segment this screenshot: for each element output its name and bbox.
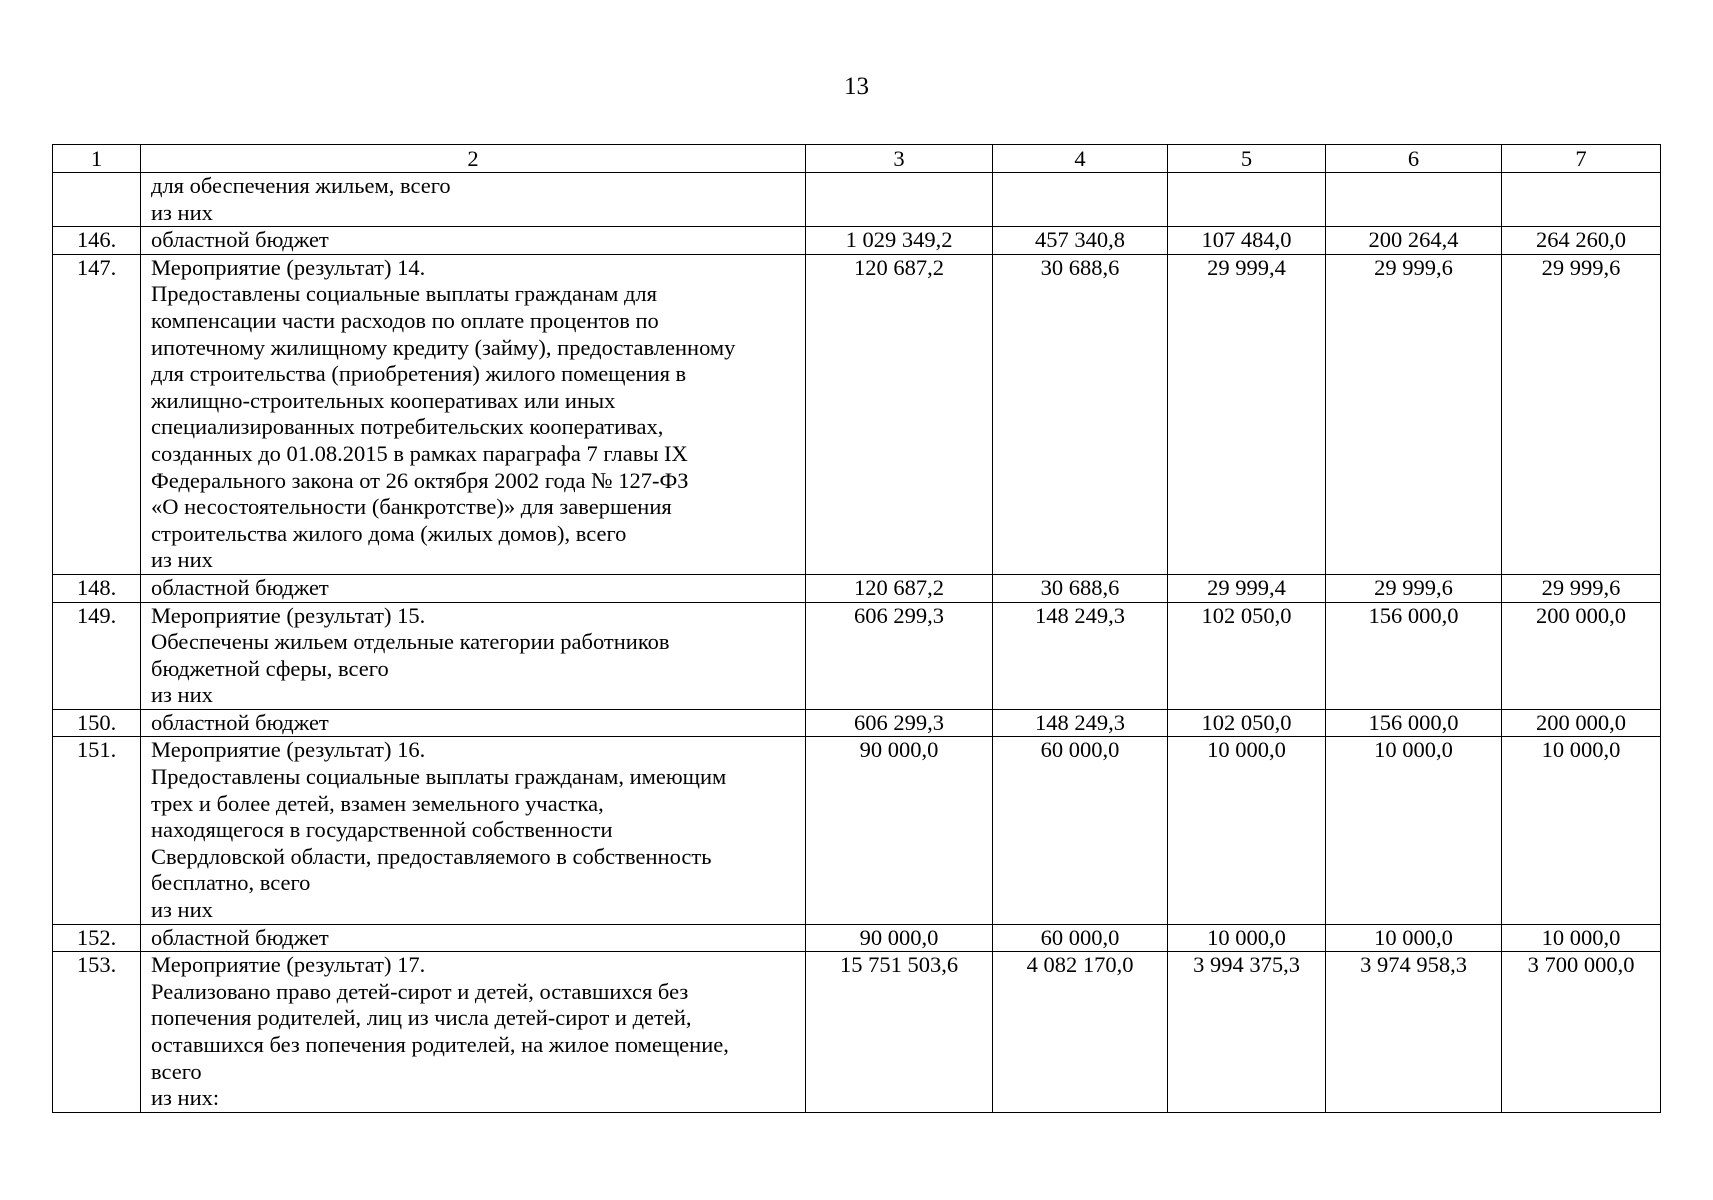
row-number — [53, 173, 141, 227]
row-number: 152. — [53, 924, 141, 952]
row-description: Мероприятие (результат) 15. Обеспечены жильем отдельные категории работников бюджетной сферы, всего из них — [141, 602, 806, 709]
row-description: областной бюджет — [141, 924, 806, 952]
row-description: областной бюджет — [141, 227, 806, 255]
column-header: 2 — [141, 145, 806, 173]
column-header: 7 — [1502, 145, 1661, 173]
amount-cell: 200 000,0 — [1502, 709, 1661, 737]
amount-cell: 90 000,0 — [806, 924, 993, 952]
amount-cell: 60 000,0 — [993, 737, 1168, 924]
amount-cell: 3 994 375,3 — [1168, 952, 1326, 1113]
row-description: областной бюджет — [141, 574, 806, 602]
amount-cell: 29 999,6 — [1326, 574, 1502, 602]
table-row — [53, 227, 1661, 255]
amount-cell: 30 688,6 — [993, 574, 1168, 602]
amount-cell: 156 000,0 — [1326, 602, 1502, 709]
table-row — [53, 709, 1661, 737]
page-number: 13 — [844, 73, 869, 100]
table-row — [53, 254, 1661, 574]
amount-cell: 29 999,6 — [1326, 254, 1502, 574]
amount-cell: 10 000,0 — [1502, 737, 1661, 924]
amount-cell: 3 700 000,0 — [1502, 952, 1661, 1113]
table-row — [53, 602, 1661, 709]
amount-cell — [806, 173, 993, 227]
amount-cell: 60 000,0 — [993, 924, 1168, 952]
amount-cell: 10 000,0 — [1326, 924, 1502, 952]
row-number: 153. — [53, 952, 141, 1113]
amount-cell: 10 000,0 — [1168, 737, 1326, 924]
amount-cell: 3 974 958,3 — [1326, 952, 1502, 1113]
amount-cell: 10 000,0 — [1502, 924, 1661, 952]
table-row — [53, 952, 1661, 1113]
amount-cell: 90 000,0 — [806, 737, 993, 924]
amount-cell: 156 000,0 — [1326, 709, 1502, 737]
amount-cell: 606 299,3 — [806, 602, 993, 709]
amount-cell: 264 260,0 — [1502, 227, 1661, 255]
amount-cell: 107 484,0 — [1168, 227, 1326, 255]
amount-cell — [1502, 173, 1661, 227]
amount-cell: 148 249,3 — [993, 709, 1168, 737]
row-number: 146. — [53, 227, 141, 255]
budget-table — [52, 144, 1661, 1113]
row-number: 147. — [53, 254, 141, 574]
amount-cell: 15 751 503,6 — [806, 952, 993, 1113]
column-header: 6 — [1326, 145, 1502, 173]
amount-cell: 200 000,0 — [1502, 602, 1661, 709]
column-header: 5 — [1168, 145, 1326, 173]
amount-cell: 102 050,0 — [1168, 709, 1326, 737]
amount-cell: 102 050,0 — [1168, 602, 1326, 709]
amount-cell: 29 999,4 — [1168, 254, 1326, 574]
row-description: Мероприятие (результат) 14. Предоставлены социальные выплаты гражданам для компенсации части расходов по оплате процентов по ипотечному жилищному кредиту (займу), предоставленному для строительства (приобретения) жилого помещения в жилищно-строительных кооперативах или иных специализированных потребительских кооперативах, созданных до 01.08.2015 в рамках параграфа 7 главы IX Федерального закона от 26 октября 2002 года № 127-ФЗ «О несостоятельности (банкротстве)» для завершения строительства жилого дома (жилых домов), всего из них — [141, 254, 806, 574]
amount-cell: 457 340,8 — [993, 227, 1168, 255]
amount-cell: 29 999,4 — [1168, 574, 1326, 602]
amount-cell: 29 999,6 — [1502, 254, 1661, 574]
table-header-row — [53, 145, 1661, 173]
table-body — [53, 173, 1661, 1113]
amount-cell: 10 000,0 — [1168, 924, 1326, 952]
row-description: Мероприятие (результат) 16. Предоставлены социальные выплаты гражданам, имеющим трех и более детей, взамен земельного участка, находящегося в государственной собственности Свердловской области, предоставляемого в собственность бесплатно, всего из них — [141, 737, 806, 924]
amount-cell: 120 687,2 — [806, 574, 993, 602]
amount-cell: 29 999,6 — [1502, 574, 1661, 602]
amount-cell: 1 029 349,2 — [806, 227, 993, 255]
amount-cell: 148 249,3 — [993, 602, 1168, 709]
column-header: 1 — [53, 145, 141, 173]
column-header: 4 — [993, 145, 1168, 173]
row-number: 151. — [53, 737, 141, 924]
table-row — [53, 173, 1661, 227]
amount-cell: 120 687,2 — [806, 254, 993, 574]
row-description: областной бюджет — [141, 709, 806, 737]
amount-cell: 10 000,0 — [1326, 737, 1502, 924]
row-number: 150. — [53, 709, 141, 737]
table-row — [53, 924, 1661, 952]
amount-cell — [1168, 173, 1326, 227]
amount-cell: 4 082 170,0 — [993, 952, 1168, 1113]
column-header: 3 — [806, 145, 993, 173]
amount-cell — [1326, 173, 1502, 227]
amount-cell — [993, 173, 1168, 227]
amount-cell: 200 264,4 — [1326, 227, 1502, 255]
amount-cell: 606 299,3 — [806, 709, 993, 737]
table-row — [53, 737, 1661, 924]
row-number: 148. — [53, 574, 141, 602]
amount-cell: 30 688,6 — [993, 254, 1168, 574]
row-description: для обеспечения жильем, всего из них — [141, 173, 806, 227]
table-row — [53, 574, 1661, 602]
row-number: 149. — [53, 602, 141, 709]
row-description: Мероприятие (результат) 17. Реализовано право детей-сирот и детей, оставшихся без попечения родителей, лиц из числа детей-сирот и детей, оставшихся без попечения родителей, на жилое помещение, всего из них: — [141, 952, 806, 1113]
